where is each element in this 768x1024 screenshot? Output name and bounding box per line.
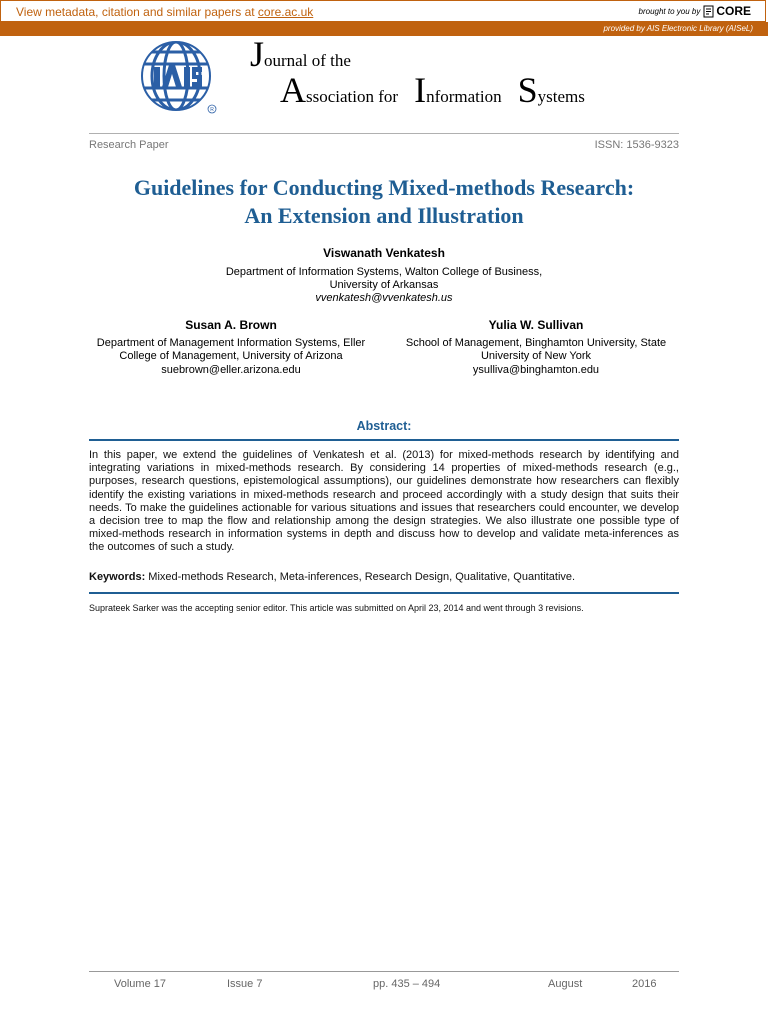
author-name: Viswanath Venkatesh: [323, 246, 445, 260]
footer-divider: [89, 971, 679, 972]
footer-pages: pp. 435 – 494: [373, 978, 441, 990]
journal-initial-i: I: [414, 70, 427, 110]
core-logo-icon: [703, 5, 714, 18]
journal-name-of-the: ournal of the: [264, 51, 351, 70]
abstract-text: In this paper, we extend the guidelines of Venkatesh et al. (2013) for mixed-methods research by identifying and integrating variations in mixed-methods research. By considering 14 properties of mixed-methods research (e.g., purposes, research questions, epistemological assumptions), our guidelines demonstrate how researchers can flexibly identify the existing variations in mixed-methods research and proceed accordingly with a study design that suits their needs. To make the guidelines actionable for various situations and issues that researchers could encounter, we develop a decision tree to map the flow and relationship among the design strategies. We also illustrate one possible type of mixed-methods research in information systems in depth and discuss how to develop and validate meta-inferences as the outcomes of such a study.: [89, 449, 679, 554]
author-email[interactable]: ysulliva@binghamton.edu: [472, 363, 600, 376]
author-name: Yulia W. Sullivan: [488, 318, 584, 332]
journal-name-information: nformation: [426, 87, 502, 106]
abstract-top-rule: [89, 439, 679, 441]
journal-name-association: ssociation for: [306, 87, 399, 106]
author-affiliation: University of Arkansas: [329, 279, 439, 291]
footer-year: 2016: [632, 978, 657, 990]
core-banner: [0, 0, 766, 22]
provided-by-text: provided by AIS Electronic Library (AISeL): [603, 24, 753, 33]
journal-name-systems: ystems: [537, 87, 585, 106]
author-affiliation: College of Management, University of Arizona: [119, 350, 343, 362]
paper-title-line1: Guidelines for Conducting Mixed-methods Research:: [133, 175, 635, 200]
keywords-label: Keywords:: [89, 571, 146, 583]
author-email[interactable]: suebrown@eller.arizona.edu: [161, 363, 301, 376]
article-type: Research Paper: [89, 139, 169, 151]
journal-initial-a: A: [280, 70, 306, 110]
author-affiliation: School of Management, Binghamton University, State: [405, 336, 667, 349]
journal-name-line1: [250, 36, 351, 72]
author-affiliation: Department of Management Information Systems, Eller: [96, 336, 366, 349]
abstract-heading: Abstract:: [356, 419, 412, 433]
author-block-sullivan: [391, 319, 681, 377]
core-brand[interactable]: [639, 4, 752, 18]
journal-name-line2: [280, 72, 585, 108]
ais-globe-logo: [140, 37, 218, 115]
journal-initial-j: J: [250, 34, 265, 74]
editor-note: Suprateek Sarker was the accepting senior editor. This article was submitted on April 23, 2014 and went through 3 revisions.: [89, 603, 584, 613]
svg-text:R: R: [210, 107, 214, 113]
keywords: [89, 571, 679, 583]
abstract-bottom-rule: [89, 592, 679, 594]
author-affiliation: Department of Information Systems, Walton College of Business,: [225, 266, 543, 278]
paper-title-line2: An Extension and Illustration: [244, 203, 524, 228]
keywords-text: Mixed-methods Research, Meta-inferences, Research Design, Qualitative, Quantitative.: [145, 571, 576, 583]
core-provided-bar: [0, 22, 768, 36]
core-label: CORE: [716, 4, 751, 18]
footer-month: August: [548, 978, 583, 990]
author-email[interactable]: vvenkatesh@vvenkatesh.us: [315, 292, 453, 304]
author-block-brown: [86, 319, 376, 377]
issn: ISSN: 1536-9323: [594, 139, 679, 151]
core-link[interactable]: core.ac.uk: [257, 5, 314, 19]
core-metadata-text: View metadata, citation and similar papers at core.ac.uk: [16, 5, 314, 19]
journal-initial-s: S: [517, 70, 538, 110]
paper-title: [60, 174, 708, 230]
author-affiliation: University of New York: [480, 350, 592, 362]
core-logo: [703, 4, 751, 18]
author-block-venkatesh: [89, 247, 679, 305]
author-name: Susan A. Brown: [185, 318, 277, 332]
brought-by-text: brought to you by: [638, 6, 701, 16]
footer-volume: Volume 17: [114, 978, 166, 990]
footer-issue: Issue 7: [227, 978, 263, 990]
header-divider: [89, 133, 679, 134]
